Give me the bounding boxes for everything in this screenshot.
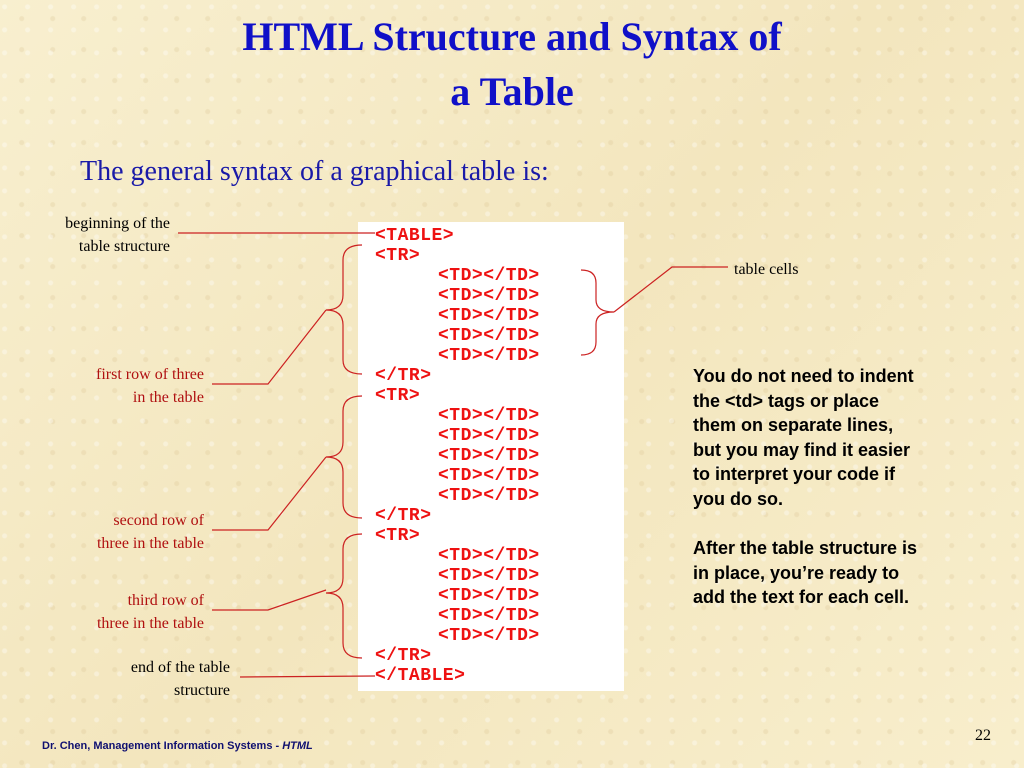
- connector-first-row: [212, 310, 326, 384]
- code-td-pair: <TD></TD>: [438, 566, 540, 586]
- note-line: in place, you’re ready to: [693, 562, 900, 583]
- code-td-pair: <TD></TD>: [438, 546, 540, 566]
- connector-end: [240, 676, 375, 677]
- note-line: the <td> tags or place: [693, 390, 880, 411]
- code-td-pair: <TD></TD>: [438, 606, 540, 626]
- note-line: to interpret your code if: [693, 464, 896, 484]
- slide-title-line1: HTML Structure and Syntax of: [242, 14, 782, 59]
- note-line: you do so.: [693, 488, 783, 509]
- code-table-open: <TABLE>: [375, 226, 455, 246]
- note-indent: [693, 364, 993, 511]
- label-table-cells: table cells: [734, 261, 799, 278]
- code-td-pair: <TD></TD>: [438, 446, 540, 466]
- code-td-pair: <TD></TD>: [438, 406, 540, 426]
- page-number: 22: [975, 727, 991, 744]
- connector-second-row: [212, 457, 326, 530]
- footer-topic: HTML: [282, 740, 313, 752]
- label-beginning-line2: table structure: [78, 238, 170, 255]
- code-td-pair: <TD></TD>: [438, 266, 540, 286]
- brace-first-row: [326, 245, 362, 374]
- brace-second-row: [326, 396, 362, 518]
- code-tr-close: </TR>: [375, 506, 432, 526]
- label-end-line2: structure: [174, 682, 230, 699]
- code-tr-close: </TR>: [375, 366, 432, 386]
- label-second-row-line2: three in the table: [96, 535, 204, 552]
- code-tr-open: <TR>: [375, 386, 421, 406]
- code-tr-open: <TR>: [375, 246, 421, 266]
- footer: [42, 740, 313, 752]
- brace-third-row: [326, 534, 362, 658]
- code-td-pair: <TD></TD>: [438, 466, 540, 486]
- code-td-pair: <TD></TD>: [438, 286, 540, 306]
- code-tr-close: </TR>: [375, 646, 432, 666]
- connector-third-row: [212, 590, 326, 610]
- label-end-line1: end of the table: [130, 659, 230, 676]
- code-td-pair: <TD></TD>: [438, 426, 540, 446]
- code-td-pair: <TD></TD>: [438, 486, 540, 506]
- label-first-row: [20, 363, 204, 409]
- code-td-pair: <TD></TD>: [438, 346, 540, 366]
- label-second-row: [20, 509, 204, 555]
- label-third-row-line1: third row of: [127, 592, 204, 609]
- note-line: them on separate lines,: [693, 415, 894, 435]
- slide-subtitle: The general syntax of a graphical table is:: [80, 156, 549, 187]
- label-third-row-line2: three in the table: [96, 615, 204, 632]
- footer-author: Dr. Chen, Management Information Systems -: [42, 740, 283, 752]
- code-td-pair: <TD></TD>: [438, 306, 540, 326]
- code-table-close: </TABLE>: [375, 666, 466, 686]
- note-structure: [693, 536, 993, 610]
- label-first-row-line1: first row of three: [96, 366, 204, 383]
- label-first-row-line2: in the table: [132, 389, 204, 406]
- slide-title-line2: a Table: [450, 69, 574, 114]
- label-beginning-line1: beginning of the: [65, 215, 170, 232]
- label-second-row-line1: second row of: [113, 512, 204, 529]
- note-line: add the text for each cell.: [693, 587, 910, 607]
- note-line: You do not need to indent: [693, 366, 914, 386]
- note-line: After the table structure is: [693, 538, 918, 558]
- code-td-pair: <TD></TD>: [438, 586, 540, 606]
- note-line: but you may find it easier: [693, 439, 911, 460]
- connector-table-cells: [614, 267, 728, 312]
- label-third-row: [20, 589, 204, 635]
- brace-table-cells: [581, 270, 614, 355]
- code-td-pair: <TD></TD>: [438, 626, 540, 646]
- code-tr-open: <TR>: [375, 526, 421, 546]
- label-end: [40, 656, 230, 702]
- label-beginning: [10, 212, 170, 258]
- code-td-pair: <TD></TD>: [438, 326, 540, 346]
